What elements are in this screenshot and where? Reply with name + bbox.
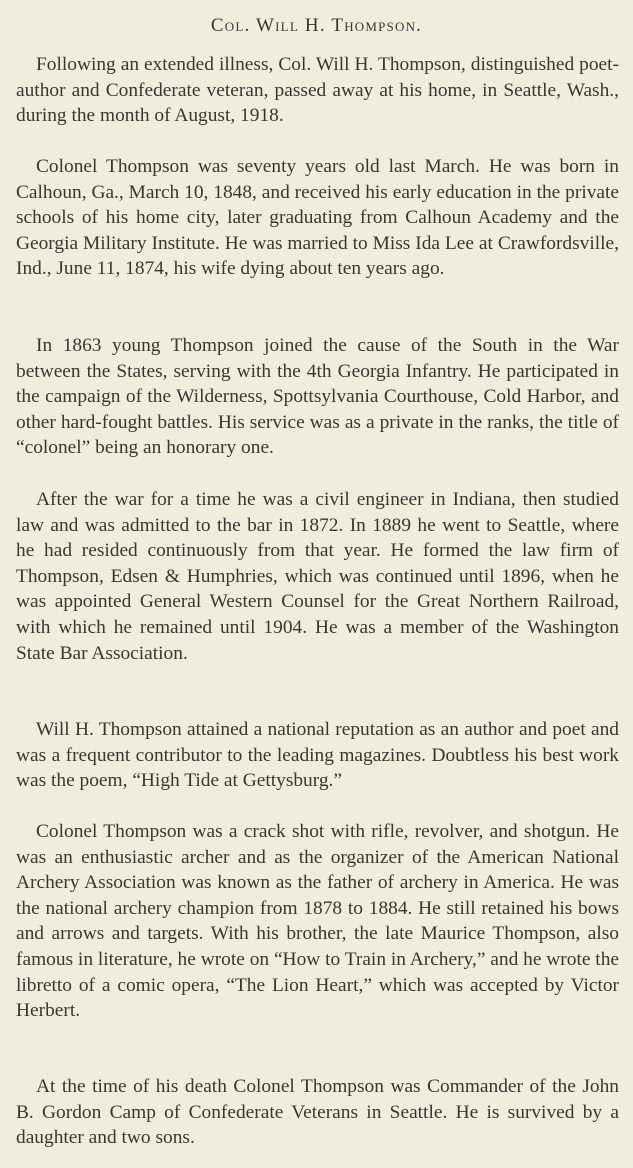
- paragraph-literary-work: Will H. Thompson attained a national reputation as an author and poet and was a frequent contributor to the leading magazines. Doubtless his best work was the poem, “High Tide at Gettysburg.”: [16, 719, 619, 792]
- paragraph-survivors: At the time of his death Colonel Thompson was Commander of the John B. Gordon Camp of Confederate Veterans in Seattle. He is survived by a daughter and two sons.: [16, 1076, 619, 1149]
- paragraph-war-service: In 1863 young Thompson joined the cause of the South in the War between the States, serving with the 4th Georgia Infantry. He participated in the campaign of the Wilderness, Spottsylvania Courthouse, Cold Harbor, and other hard-fought battles. His service was as a private in the ranks, the title of “colonel” being an honorary one.: [16, 335, 619, 459]
- paragraph-early-life: Colonel Thompson was seventy years old last March. He was born in Calhoun, Ga., March 10, 1848, and received his early education in the private schools of his home city, later graduating from Calhoun Academy and the Georgia Military Institute. He was married to Miss Ida Lee at Crawfordsville, Ind., June 11, 1874, his wife dying about ten years ago.: [16, 156, 619, 280]
- paragraph-illness-death: Following an extended illness, Col. Will H. Thompson, distinguished poet-author and Confederate veteran, passed away at his home, in Seattle, Wash., during the month of August, 1918.: [16, 54, 619, 127]
- paragraph-archery: Colonel Thompson was a crack shot with rifle, revolver, and shotgun. He was an enthusiastic archer and as the organizer of the American National Archery Association was known as the father of archery in America. He was the national archery champion from 1878 to 1884. He still retained his bows and arrows and targets. With his brother, the late Maurice Thompson, also famous in literature, he wrote on “How to Train in Archery,” and he wrote the libretto of a comic opera, “The Lion Heart,” which was accepted by Victor Herbert.: [16, 821, 619, 1022]
- article-title: Col. Will H. Thompson.: [210, 15, 423, 36]
- paragraph-legal-career: After the war for a time he was a civil engineer in Indiana, then studied law and was admitted to the bar in 1872. In 1889 he went to Seattle, where he had resided continuously from that year. He formed the law firm of Thompson, Edsen & Humphries, which was continued until 1896, when he was appointed General Western Counsel for the Great Northern Railroad, with which he remained until 1904. He was a member of the Washington State Bar Association.: [16, 489, 619, 664]
